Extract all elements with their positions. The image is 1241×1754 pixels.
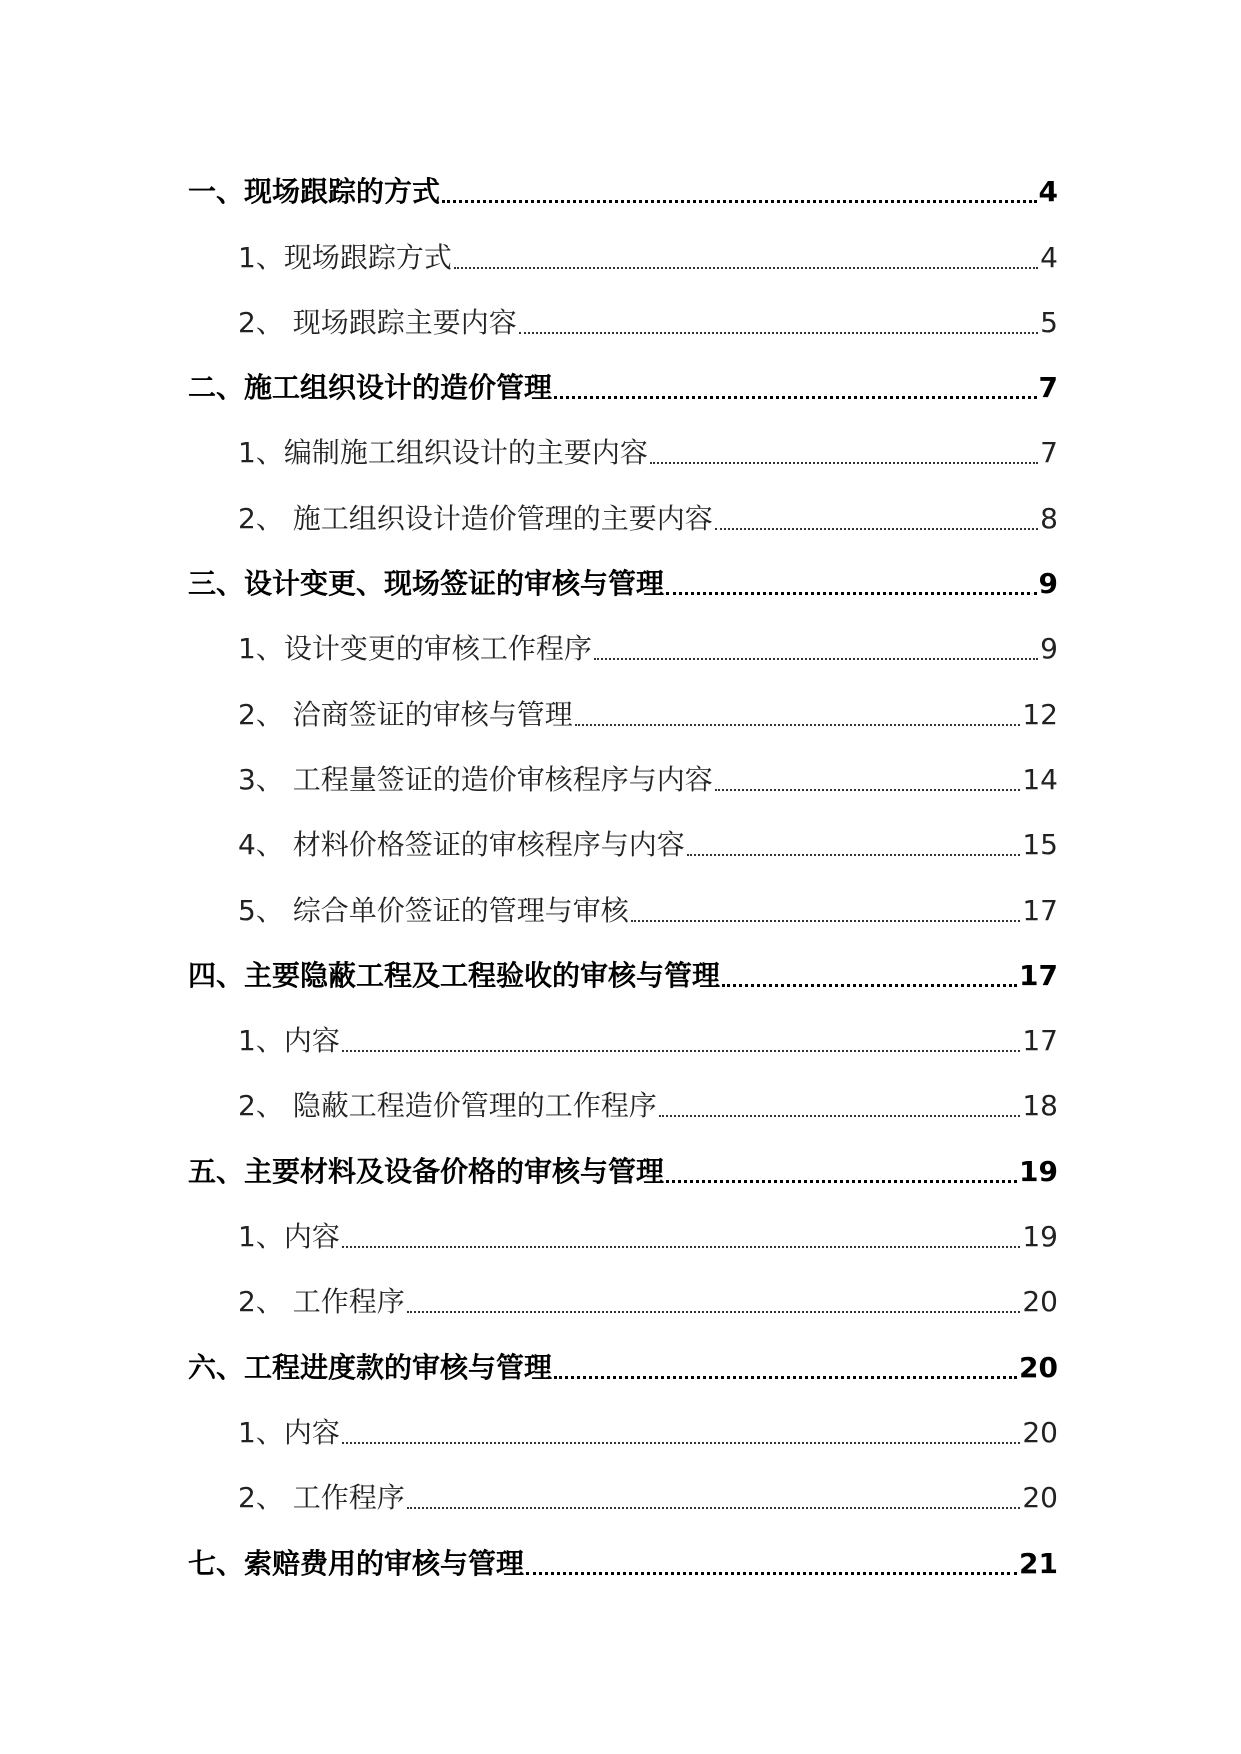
dot-leader <box>526 1572 1017 1575</box>
toc-entry-1-1[interactable] <box>188 223 1058 288</box>
dot-leader <box>342 1246 1021 1248</box>
toc-entry-title: 1、编制施工组织设计的主要内容 <box>238 436 648 470</box>
dot-leader <box>519 332 1038 334</box>
toc-entry-3-5[interactable] <box>188 876 1058 941</box>
toc-entry-1[interactable] <box>188 158 1058 223</box>
toc-entry-page: 20 <box>1022 1285 1058 1319</box>
dot-leader <box>454 267 1038 269</box>
dot-leader <box>659 1115 1021 1117</box>
dot-leader <box>715 528 1038 530</box>
dot-leader <box>554 396 1037 399</box>
toc-entry-title: 一、现场跟踪的方式 <box>188 175 441 209</box>
toc-entry-title: 2、 隐蔽工程造价管理的工作程序 <box>238 1089 657 1123</box>
toc-entry-page: 20 <box>1022 1415 1058 1449</box>
toc-entry-title: 2、 现场跟踪主要内容 <box>238 305 517 339</box>
toc-entry-page: 12 <box>1022 697 1058 731</box>
dot-leader <box>342 1050 1021 1052</box>
toc-entry-page: 19 <box>1022 1220 1058 1254</box>
toc-entry-title: 2、 施工组织设计造价管理的主要内容 <box>238 501 713 535</box>
toc-entry-6-1[interactable] <box>188 1399 1058 1464</box>
dot-leader <box>715 789 1021 791</box>
toc-entry-2-1[interactable] <box>188 419 1058 484</box>
toc-entry-page: 7 <box>1040 436 1058 470</box>
toc-entry-title: 4、 材料价格签证的审核程序与内容 <box>238 828 685 862</box>
toc-entry-page: 8 <box>1040 501 1058 535</box>
toc-entry-title: 2、 工作程序 <box>238 1285 405 1319</box>
toc-entry-page: 17 <box>1019 958 1058 992</box>
toc-entry-title: 5、 综合单价签证的管理与审核 <box>238 893 629 927</box>
toc-entry-3-2[interactable] <box>188 680 1058 745</box>
toc-entry-3[interactable] <box>188 550 1058 615</box>
dot-leader <box>650 462 1038 464</box>
toc-entry-title: 2、 工作程序 <box>238 1481 405 1515</box>
toc-entry-4-2[interactable] <box>188 1072 1058 1137</box>
dot-leader <box>631 920 1021 922</box>
dot-leader <box>575 724 1021 726</box>
toc-entry-page: 9 <box>1038 567 1058 601</box>
toc-entry-page: 18 <box>1022 1089 1058 1123</box>
toc-entry-2[interactable] <box>188 354 1058 419</box>
table-of-contents <box>188 158 1058 1595</box>
toc-entry-title: 1、现场跟踪方式 <box>238 240 452 274</box>
dot-leader <box>666 592 1037 595</box>
toc-entry-title: 1、设计变更的审核工作程序 <box>238 632 592 666</box>
toc-entry-page: 5 <box>1040 305 1058 339</box>
toc-entry-5-2[interactable] <box>188 1268 1058 1333</box>
dot-leader <box>342 1442 1021 1444</box>
toc-entry-page: 19 <box>1019 1154 1058 1188</box>
toc-entry-page: 20 <box>1019 1350 1058 1384</box>
toc-entry-title: 七、索赔费用的审核与管理 <box>188 1546 525 1580</box>
toc-entry-page: 14 <box>1022 762 1058 796</box>
toc-entry-5[interactable] <box>188 1137 1058 1202</box>
toc-entry-title: 六、工程进度款的审核与管理 <box>188 1350 553 1384</box>
toc-entry-title: 1、内容 <box>238 1415 340 1449</box>
toc-entry-page: 4 <box>1038 175 1058 209</box>
toc-entry-title: 1、内容 <box>238 1220 340 1254</box>
toc-entry-1-2[interactable] <box>188 289 1058 354</box>
toc-entry-7[interactable] <box>188 1529 1058 1594</box>
toc-entry-title: 三、设计变更、现场签证的审核与管理 <box>188 567 665 601</box>
toc-entry-3-4[interactable] <box>188 811 1058 876</box>
toc-entry-title: 3、 工程量签证的造价审核程序与内容 <box>238 762 713 796</box>
dot-leader <box>722 984 1017 987</box>
toc-entry-4[interactable] <box>188 942 1058 1007</box>
toc-entry-page: 9 <box>1040 632 1058 666</box>
toc-entry-title: 五、主要材料及设备价格的审核与管理 <box>188 1154 665 1188</box>
toc-entry-page: 20 <box>1022 1481 1058 1515</box>
toc-entry-6[interactable] <box>188 1333 1058 1398</box>
dot-leader <box>407 1311 1021 1313</box>
toc-entry-title: 四、主要隐蔽工程及工程验收的审核与管理 <box>188 958 721 992</box>
toc-entry-page: 21 <box>1019 1546 1058 1580</box>
toc-entry-4-1[interactable] <box>188 1007 1058 1072</box>
dot-leader <box>407 1507 1021 1509</box>
toc-entry-3-1[interactable] <box>188 615 1058 680</box>
toc-entry-5-1[interactable] <box>188 1203 1058 1268</box>
toc-entry-title: 1、内容 <box>238 1024 340 1058</box>
toc-entry-page: 17 <box>1022 893 1058 927</box>
dot-leader <box>666 1180 1017 1183</box>
dot-leader <box>687 854 1021 856</box>
dot-leader <box>442 200 1037 203</box>
dot-leader <box>594 658 1038 660</box>
toc-entry-page: 17 <box>1022 1024 1058 1058</box>
toc-entry-page: 4 <box>1040 240 1058 274</box>
toc-entry-page: 15 <box>1022 828 1058 862</box>
toc-entry-3-3[interactable] <box>188 746 1058 811</box>
toc-entry-title: 二、施工组织设计的造价管理 <box>188 371 553 405</box>
toc-entry-6-2[interactable] <box>188 1464 1058 1529</box>
toc-entry-title: 2、 洽商签证的审核与管理 <box>238 697 573 731</box>
toc-entry-2-2[interactable] <box>188 484 1058 549</box>
dot-leader <box>554 1376 1017 1379</box>
toc-entry-page: 7 <box>1038 371 1058 405</box>
